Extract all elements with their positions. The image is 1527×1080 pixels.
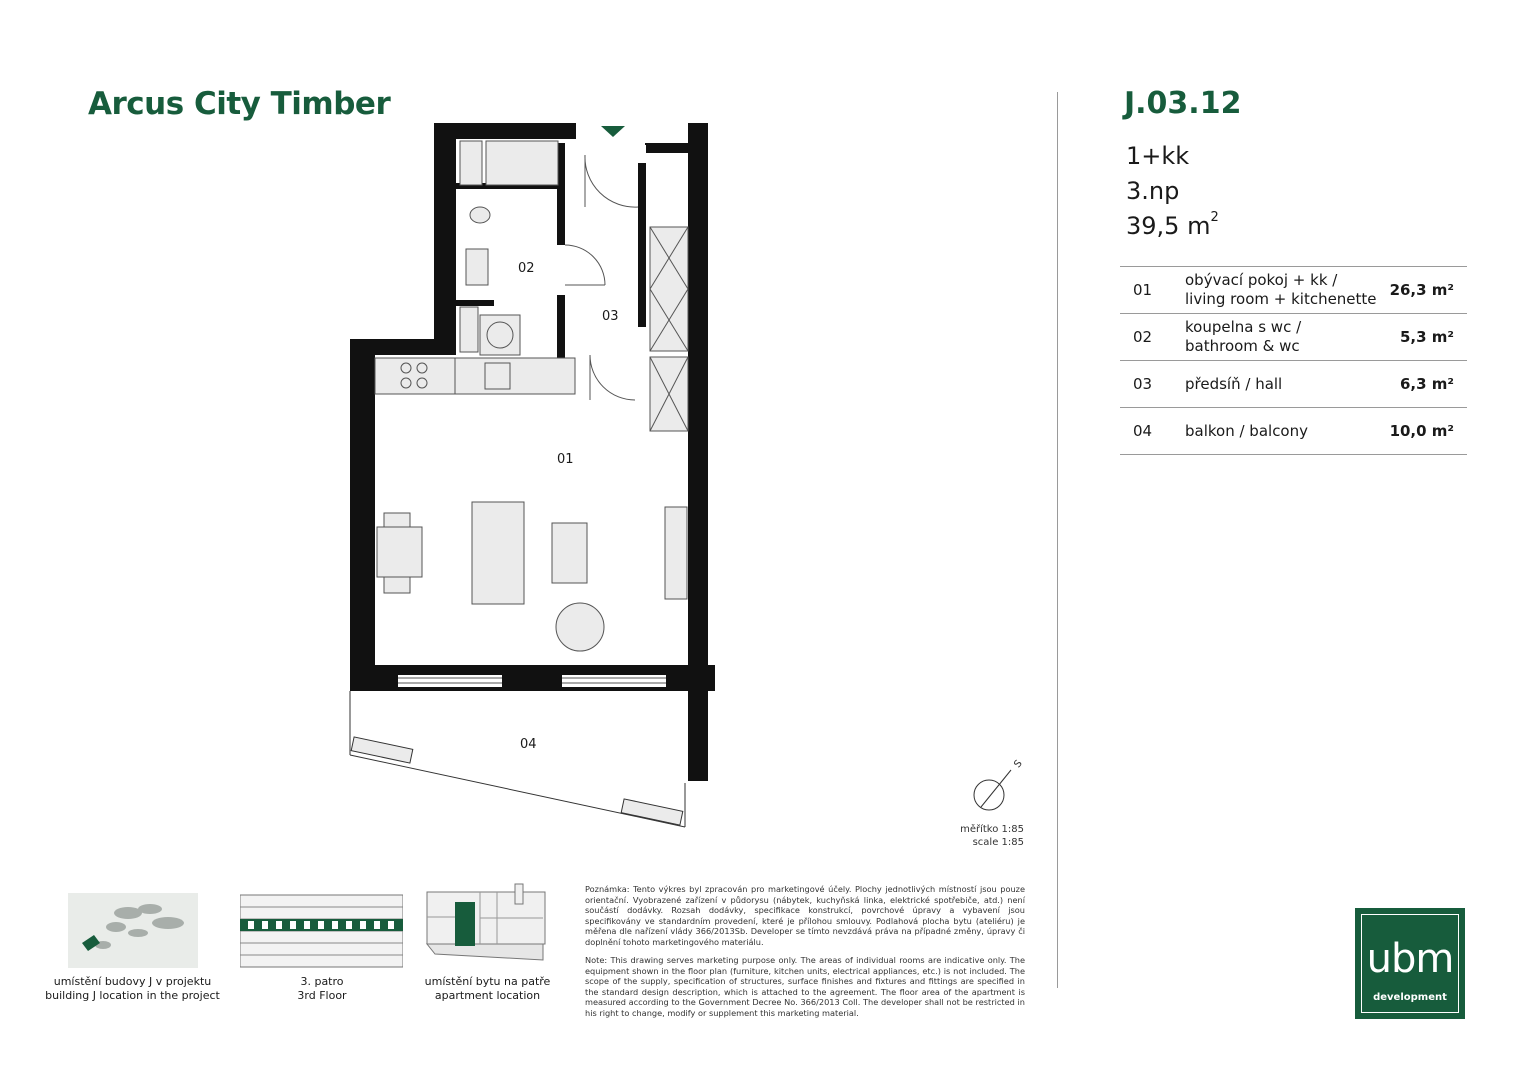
caption-en: building J location in the project <box>45 989 220 1002</box>
bathroom-fixtures <box>460 141 558 355</box>
room-number: 04 <box>1120 408 1185 455</box>
room-label-01: 01 <box>557 452 574 467</box>
room-area: 10,0 m² <box>1386 408 1467 455</box>
room-name <box>1185 361 1386 408</box>
room-name <box>1185 267 1386 314</box>
vertical-divider <box>1057 92 1058 988</box>
room-name-en: bathroom & wc <box>1185 337 1300 355</box>
disclaimer-cz: Poznámka: Tento výkres byl zpracován pro marketingové účely. Plochy jednotlivých místností jsou pouze orientační. Vyobrazené zařízení v půdorysu (nábytek, kuchyňská linka, elektrické spotřebiče, atd.) není součástí dodávky. Rozsah dodávky, specifikace konstrukcí, povrchové úpravy a vybavení jsou specifikovány ve standardním provedení, které je přílohou smlouvy. Podlahová plocha bytu (ateliéru) je měřena dle nařízení vlády 366/2013Sb. Developer se tímto nevzdává práva na případné změny, úpravy či doplnění tohoto marketingového materiálu. <box>585 884 1025 947</box>
ubm-logo <box>1355 908 1465 1019</box>
table-row <box>1120 267 1467 314</box>
room-name-cz: koupelna s wc / <box>1185 318 1302 336</box>
room-number: 01 <box>1120 267 1185 314</box>
scale-label-en: scale 1:85 <box>972 837 1024 848</box>
balcony <box>350 691 685 827</box>
facade-thumbnail <box>240 893 403 969</box>
room-area: 6,3 m² <box>1386 361 1467 408</box>
unit-floor: 3.np <box>1126 177 1180 205</box>
unit-area-value: 39,5 m <box>1126 212 1211 240</box>
entrance-arrow-icon <box>601 126 625 137</box>
unit-code: J.03.12 <box>1124 86 1242 121</box>
floor-plan <box>340 115 720 845</box>
unit-area-sup: 2 <box>1210 210 1219 225</box>
room-area: 26,3 m² <box>1386 267 1467 314</box>
room-name-cz: předsíň / hall <box>1185 374 1283 393</box>
room-name <box>1185 408 1386 455</box>
floor-location-thumbnail <box>425 882 551 970</box>
table-row <box>1120 408 1467 455</box>
site-map-thumbnail <box>68 893 198 968</box>
wardrobes <box>650 227 688 431</box>
room-name <box>1185 314 1386 361</box>
project-title: Arcus City Timber <box>88 86 391 122</box>
table-row <box>1120 314 1467 361</box>
scale-label-cz: měřítko 1:85 <box>960 824 1024 835</box>
room-label-02: 02 <box>518 261 535 276</box>
caption-cz: umístění budovy J v projektu <box>53 975 212 988</box>
disclaimer-en: Note: This drawing serves marketing purpose only. The areas of individual rooms are indicative only. The equipment shown in the floor plan (furniture, kitchen units, electrical appliances, etc.) is not included. The scope of the supply, specification of structures, surface finishes and fixtures and fittings are specified in the standard design description, which is attached to the agreement. The floor area of the apartment is measured according to the Government Decree No. 366/2013 Coll. The developer shall not be restricted in his right to change, modify or supplement this marketing material. <box>585 955 1025 1018</box>
caption-en: apartment location <box>434 989 541 1002</box>
caption-cz: umístění bytu na patře <box>424 975 551 988</box>
unit-type: 1+kk <box>1126 142 1190 170</box>
unit-area <box>1126 212 1219 240</box>
table-row <box>1120 361 1467 408</box>
building-location-caption <box>40 975 225 1003</box>
compass-letter: S <box>1012 758 1025 771</box>
room-name-cz: obývací pokoj + kk / <box>1185 271 1338 289</box>
room-name-en: living room + kitchenette <box>1185 290 1377 308</box>
room-label-04: 04 <box>520 737 537 752</box>
room-number: 03 <box>1120 361 1185 408</box>
kitchen-unit <box>375 358 575 394</box>
rooms-table <box>1120 266 1467 455</box>
compass-icon <box>965 755 1035 820</box>
apartment-location-caption <box>420 975 555 1003</box>
logo-subtitle: development <box>1373 992 1447 1003</box>
room-label-03: 03 <box>602 309 619 324</box>
room-number: 02 <box>1120 314 1185 361</box>
floor-caption <box>246 975 398 1003</box>
door-swings <box>565 155 638 400</box>
caption-cz: 3. patro <box>300 975 344 988</box>
furniture <box>377 502 687 651</box>
room-area: 5,3 m² <box>1386 314 1467 361</box>
room-name-cz: balkon / balcony <box>1185 421 1308 440</box>
caption-en: 3rd Floor <box>297 989 347 1002</box>
logo-mark: ubm <box>1366 936 1454 982</box>
